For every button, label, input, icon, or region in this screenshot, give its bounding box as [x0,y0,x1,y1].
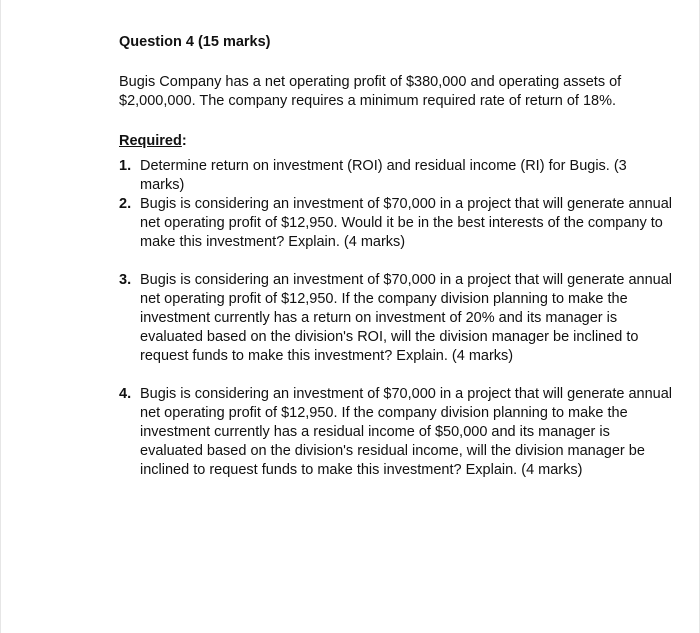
question-item-1 [119,157,679,195]
required-colon: : [181,133,187,149]
question-number: 1. [119,158,132,174]
question-item-2 [119,195,679,252]
question-number: 2. [119,196,132,212]
question-number: 3. [119,272,132,288]
question-intro: Bugis Company has a net operating profit of $380,000 and operating assets of $2,000,000. The company requires a minimum required rate of return of 18%. [119,74,622,109]
question-item-4 [119,385,679,480]
question-text: Bugis is considering an investment of $70,000 in a project that will generate annual net operating profit of $12,950. If the company division planning to make the investment currently has a residual income of $50,000 and its manager is evaluated based on the division's residual income, will the division manager be inclined to request funds to make this investment? Explain. (4 marks) [140,386,672,478]
required-label: Required [119,133,182,149]
question-item-3 [119,271,679,366]
question-number: 4. [119,386,132,402]
required-heading [119,133,187,149]
question-text: Bugis is considering an investment of $70,000 in a project that will generate annual net operating profit of $12,950. Would it be in the best interests of the company to make this investment? Explain. (4 marks) [140,196,672,250]
question-text: Determine return on investment (ROI) and residual income (RI) for Bugis. (3 marks) [140,158,627,193]
question-title: Question 4 (15 marks) [119,34,271,50]
question-text: Bugis is considering an investment of $70,000 in a project that will generate annual net operating profit of $12,950. If the company division planning to make the investment currently has a return on investment of 20% and its manager is evaluated based on the division's ROI, will the division manager be inclined to request funds to make this investment? Explain. (4 marks) [140,272,672,364]
